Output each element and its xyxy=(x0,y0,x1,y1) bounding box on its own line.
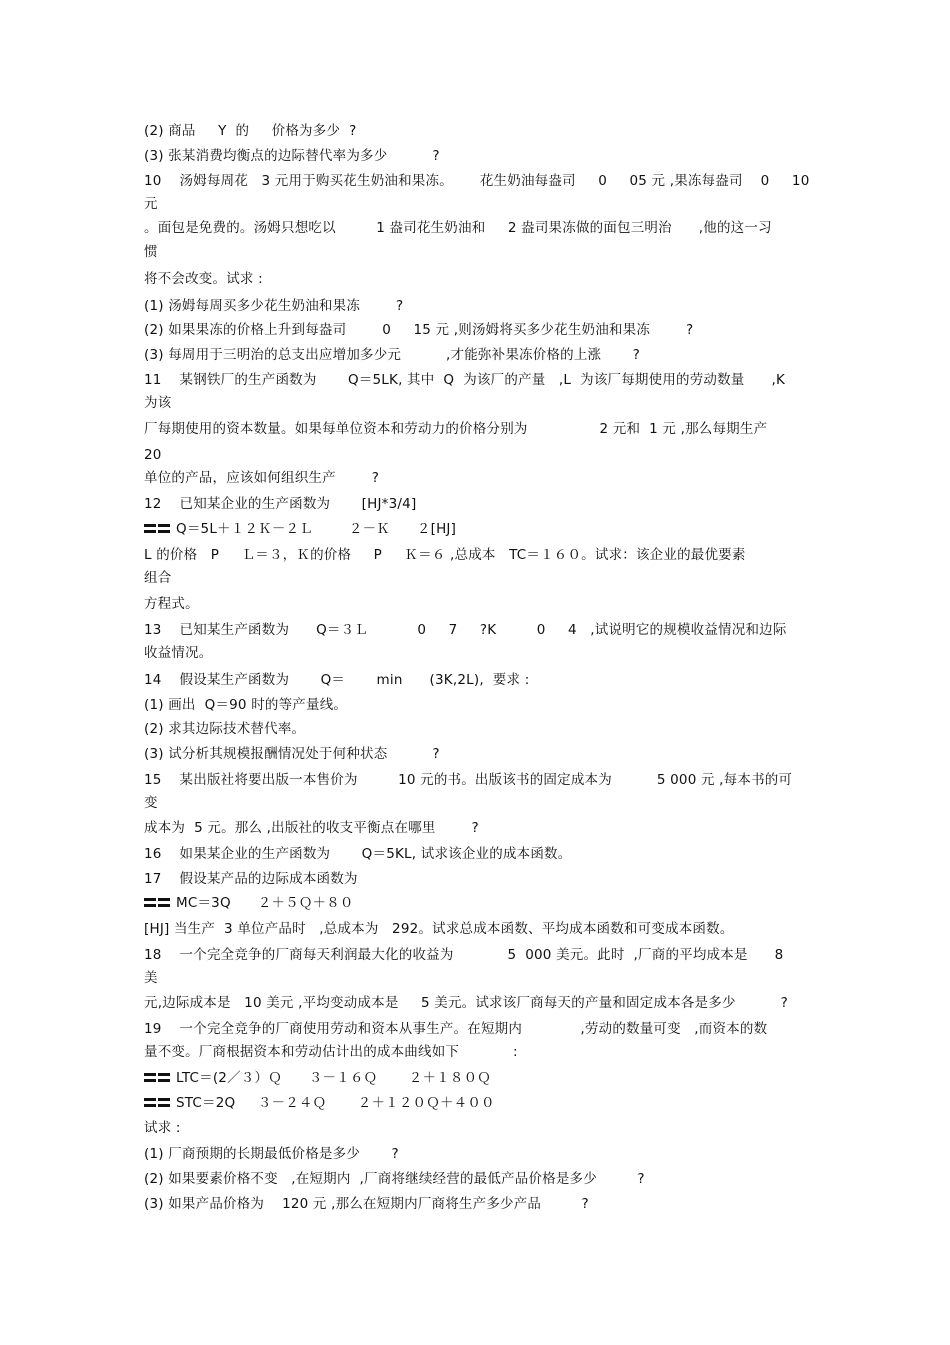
text-line: (2) 求其边际技术替代率。 xyxy=(144,721,306,737)
text-line: Q＝5L＋１２Ｋ－２Ｌ ２－Ｋ ２[HJ] xyxy=(144,520,824,538)
text-line: 14 假设某生产函数为 Q＝ min (3K,2L), 要求 : xyxy=(144,672,530,688)
text-line: (1) 汤姆每周买多少花生奶油和果冻 ? xyxy=(144,298,404,314)
double-equals-mark xyxy=(144,898,170,908)
text-line: 收益情况。 xyxy=(144,645,213,661)
text-line: 19 一个完全竞争的厂商使用劳动和资本从事生产。在短期内 ,劳动的数量可变 ,而资本的数 xyxy=(144,1021,768,1037)
text-line: 美 xyxy=(144,970,158,986)
text-line: 惯 xyxy=(144,244,158,260)
double-equals-mark xyxy=(144,1098,170,1108)
text-line: 13 已知某生产函数为 Q＝３Ｌ 0 7 ?K 0 4 ,试说明它的规模收益情况和边际 xyxy=(144,622,787,638)
text-line: 18 一个完全竞争的厂商每天利润最大化的收益为 5 000 美元。此时 ,厂商的平均成本是 8 xyxy=(144,947,784,963)
text-line: 10 汤姆每周花 3 元用于购买花生奶油和果冻。 花生奶油每盎司 0 05 元 ,果冻每盎司 0 10 xyxy=(144,173,810,189)
text-line: 20 xyxy=(144,447,162,463)
text-line: 将不会改变。试求 : xyxy=(144,271,263,287)
text-line: (2) 商品 Y 的 价格为多少 ? xyxy=(144,123,357,139)
text-line: 为该 xyxy=(144,395,172,411)
text-line: 17 假设某产品的边际成本函数为 xyxy=(144,871,358,887)
text-line: L 的价格 P Ｌ＝３，Ｋ的价格 P Ｋ＝６ ,总成本 TC＝１６０。试求：该企业的最优要素 xyxy=(144,547,746,563)
text-line: 12 已知某企业的生产函数为 [HJ*3/4] xyxy=(144,496,417,512)
text-line: 厂每期使用的资本数量。如果每单位资本和劳动力的价格分别为 2 元和 1 元 ,那么每期生产 xyxy=(144,421,768,437)
text-line: 16 如果某企业的生产函数为 Q＝5KL, 试求该企业的成本函数。 xyxy=(144,846,572,862)
text-line: 组合 xyxy=(144,570,172,586)
text-line: 量不变。厂商根据资本和劳动估计出的成本曲线如下 : xyxy=(144,1044,518,1060)
text-line: (3) 试分析其规模报酬情况处于何种状态 ? xyxy=(144,746,440,762)
text-line: (1) 画出 Q＝90 时的等产量线。 xyxy=(144,697,348,713)
text-line: 元 xyxy=(144,196,158,212)
text-line: 变 xyxy=(144,795,158,811)
text-line: 试求 : xyxy=(144,1120,181,1136)
text-line: (3) 张某消费均衡点的边际替代率为多少 ? xyxy=(144,148,440,164)
double-equals-mark xyxy=(144,1073,170,1083)
text-line: 15 某出版社将要出版一本售价为 10 元的书。出版该书的固定成本为 5 000 元 ,每本书的可 xyxy=(144,772,793,788)
text-line: (3) 每周用于三明治的总支出应增加多少元 ,才能弥补果冻价格的上涨 ? xyxy=(144,347,641,363)
double-equals-mark xyxy=(144,524,170,534)
text-line: (3) 如果产品价格为 120 元 ,那么在短期内厂商将生产多少产品 ? xyxy=(144,1196,589,1212)
text-line: LTC＝(2／３）Ｑ ３－１６Ｑ ２＋１８０Ｑ xyxy=(144,1069,824,1087)
text-line: 11 某钢铁厂的生产函数为 Q＝5LK, 其中 Q 为该厂的产量 ,L 为该厂每期使用的劳动数量 ,K xyxy=(144,372,786,388)
text-line: 成本为 5 元。那么 ,出版社的收支平衡点在哪里 ? xyxy=(144,820,479,836)
text-line: [HJ] 当生产 3 单位产品时 ,总成本为 292。试求总成本函数、平均成本函数和可变成本函数。 xyxy=(144,921,734,937)
text-line: 方程式。 xyxy=(144,596,199,612)
text-line: MC＝3Q ２＋５Ｑ＋８０ xyxy=(144,894,824,912)
text-line: 元,边际成本是 10 美元 ,平均变动成本是 5 美元。试求该厂商每天的产量和固定成本各是多少 ? xyxy=(144,995,788,1011)
text-line: 单位的产品，应该如何组织生产 ? xyxy=(144,470,380,486)
text-line: (2) 如果果冻的价格上升到每盎司 0 15 元 ,则汤姆将买多少花生奶油和果冻 ? xyxy=(144,322,694,338)
text-line: STC＝2Q ３－２４Ｑ ２＋１２０Ｑ＋４００ xyxy=(144,1094,824,1112)
text-line: (1) 厂商预期的长期最低价格是多少 ? xyxy=(144,1146,399,1162)
text-line: (2) 如果要素价格不变 ,在短期内 ,厂商将继续经营的最低产品价格是多少 ? xyxy=(144,1171,645,1187)
text-line: 。面包是免费的。汤姆只想吃以 1 盎司花生奶油和 2 盎司果冻做的面包三明治 ,他的这一习 xyxy=(144,220,772,236)
